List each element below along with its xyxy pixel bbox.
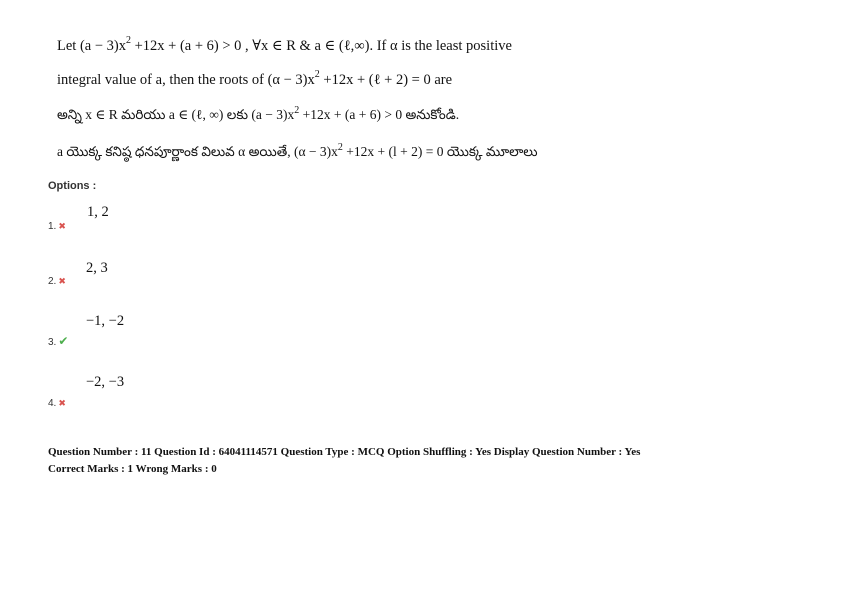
exponent: 2: [125, 35, 131, 47]
exponent: 2: [337, 141, 343, 153]
exponent: 2: [314, 69, 320, 81]
options-heading: Options :: [48, 180, 97, 192]
option-3-number: 3.: [48, 337, 57, 348]
cross-icon: ✖: [58, 221, 66, 231]
question-meta-line-1: Question Number : 11 Question Id : 64041114571 Question Type : MCQ Option Shuffling : Yes Display Question Number : Yes: [48, 446, 641, 458]
telugu-question-line-1: [57, 104, 460, 126]
option-1-marker: [48, 216, 66, 234]
cross-icon: ✖: [58, 276, 66, 286]
option-3-text: −1, −2: [86, 313, 125, 329]
telugu-line-2-part-2: +12x + (l + 2) = 0 యొక్క మూలాలు: [342, 144, 538, 159]
option-4-text: −2, −3: [86, 374, 125, 390]
question-line-1-part-2: +12x + (a + 6) > 0 , ∀x ∈ R & a ∈ (ℓ,∞). If α is the least positive: [130, 38, 512, 54]
question-line-2-part-2: +12x + (ℓ + 2) = 0 are: [319, 72, 453, 88]
option-4-number: 4.: [48, 398, 57, 409]
exponent: 2: [294, 104, 300, 116]
option-3-marker: [48, 332, 68, 350]
telugu-line-2-part-1: a యొక్క కనిష్ఠ ధనపూర్ణాంక విలువ α అయితే, (α − 3)x: [57, 144, 338, 159]
checkmark-icon: ✔: [58, 334, 69, 348]
cross-icon: ✖: [58, 398, 66, 408]
question-line-2: [57, 69, 453, 89]
option-1-text: 1, 2: [87, 204, 109, 220]
question-line-1-part-1: Let (a − 3)x: [57, 38, 126, 54]
question-line-1: [57, 35, 512, 55]
telugu-question-line-2: [57, 141, 538, 163]
question-line-2-part-1: integral value of a, then the roots of (α − 3)x: [57, 72, 315, 88]
option-2-text: 2, 3: [86, 260, 108, 276]
option-4-marker: [48, 393, 66, 411]
option-2-number: 2.: [48, 276, 57, 287]
telugu-line-1-part-2: +12x + (a + 6) > 0 అనుకోండి.: [299, 107, 460, 122]
option-1-number: 1.: [48, 221, 57, 232]
question-meta-line-2: Correct Marks : 1 Wrong Marks : 0: [48, 463, 217, 475]
telugu-line-1-part-1: అన్ని x ∈ R మరియు a ∈ (ℓ, ∞) లకు (a − 3)x: [57, 107, 295, 122]
option-2-marker: [48, 271, 66, 289]
